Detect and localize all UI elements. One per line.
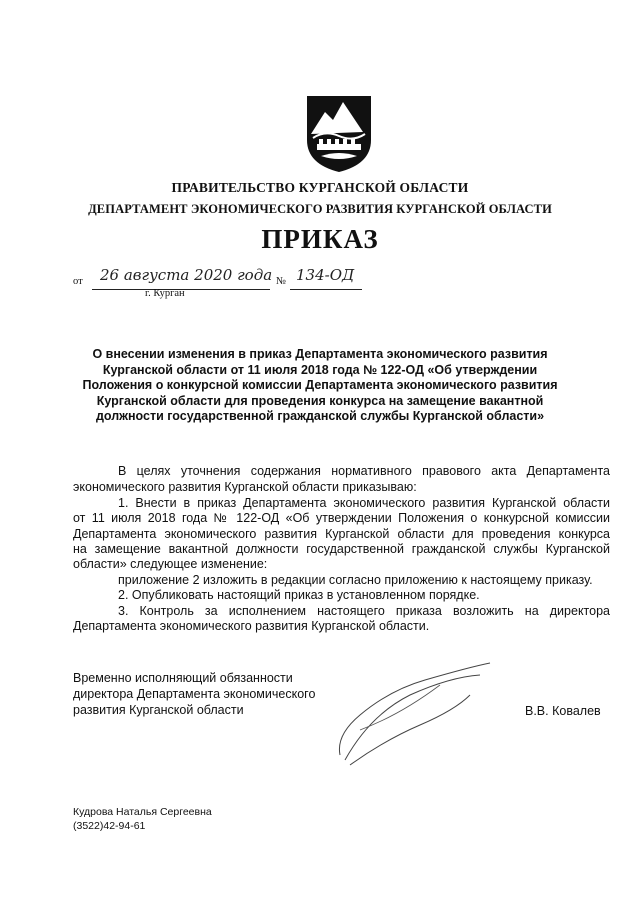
executor-name: Кудрова Наталья Сергеевна [73, 806, 212, 818]
document-title: ПРИКАЗ [261, 224, 379, 254]
government-heading: ПРАВИТЕЛЬСТВО КУРГАНСКОЙ ОБЛАСТИ [171, 180, 469, 195]
from-label: от [73, 276, 83, 287]
position-line: директора Департамента экономического [73, 687, 316, 701]
handwritten-signature [330, 655, 500, 770]
body-line: области» следующее изменение: [73, 557, 268, 571]
body-line: Департамента экономического развития Курганской области. [73, 619, 430, 633]
signatory-position [73, 670, 315, 718]
body-line: на замещение вакантной должности государственной гражданской службы Курганской [73, 542, 610, 556]
order-subject: О внесении изменения в приказ Департамента экономического развития Курганской области от 11 июля 2018 года № 122-ОД «Об утверждении Положения о конкурсной комиссии Департамента экономического развития Курганской области для проведения конкурса на замещение вакантной должности государственной гражданской службы Курганской области» [82, 347, 558, 424]
body-line: от 11 июля 2018 года № 122-ОД «Об утверждении Положения о конкурсной комиссии [73, 511, 610, 525]
coat-of-arms-emblem [303, 92, 375, 174]
department-heading: ДЕПАРТАМЕНТ ЭКОНОМИЧЕСКОГО РАЗВИТИЯ КУРГАНСКОЙ ОБЛАСТИ [88, 202, 552, 216]
body-line: 3. Контроль за исполнением настоящего приказа возложить на директора [118, 604, 610, 618]
number-underline [290, 289, 362, 290]
handwritten-number: 134-ОД [296, 266, 355, 284]
executor-phone: (3522)42-94-61 [73, 820, 146, 832]
position-line: Временно исполняющий обязанности [73, 671, 293, 685]
city-label: г. Курган [145, 288, 185, 299]
number-label: № [276, 276, 287, 287]
body-line: 2. Опубликовать настоящий приказ в установленном порядке. [118, 588, 480, 602]
body-line: 1. Внести в приказ Департамента экономического развития Курганской области [118, 496, 610, 510]
body-line: Департамента экономического развития Курганской области для проведения конкурса [73, 527, 610, 541]
position-line: развития Курганской области [73, 703, 244, 717]
body-line: экономического развития Курганской области приказываю: [73, 480, 417, 494]
body-line: приложение 2 изложить в редакции согласно приложению к настоящему приказу. [118, 573, 593, 587]
body-line: В целях уточнения содержания нормативного правового акта Департамента [118, 464, 610, 478]
signatory-name: В.В. Ковалев [525, 704, 601, 718]
handwritten-date: 26 августа 2020 года [100, 266, 273, 284]
